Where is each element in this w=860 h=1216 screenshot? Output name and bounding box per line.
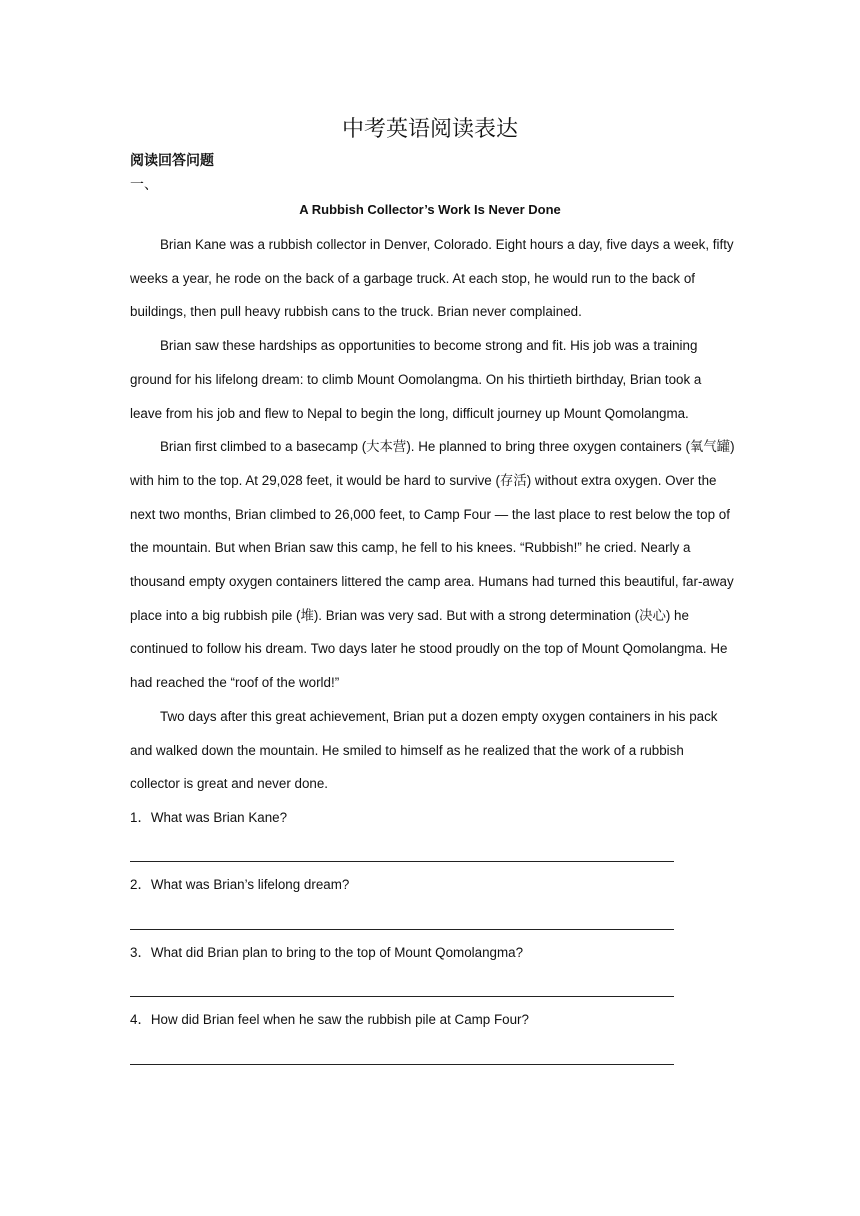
question: 1．What was Brian Kane? [130,809,288,825]
item-number: 一、 [130,177,158,193]
section-label: 阅读回答问题 [130,153,214,169]
answer-line[interactable] [130,835,736,869]
answer-underline [130,929,674,930]
answer-line[interactable] [130,1037,736,1071]
question: 3．What did Brian plan to bring to the top of Mount Qomolangma? [130,944,524,960]
question: 4．How did Brian feel when he saw the rubbish pile at Camp Four? [130,1012,529,1028]
answer-line[interactable] [130,902,736,936]
paragraph: Brian saw these hardships as opportunities to become strong and fit. His job was a training ground for his lifelong dream: to climb Mount Oomolangma. On his thirtieth birthday, Brian took a leave from his job and flew to Nepal to begin the long, difficult journey up Mount Qomolangma. [130,338,702,421]
story-title: A Rubbish Collector’s Work Is Never Done [299,202,561,217]
passage-body [130,228,736,1071]
paragraph: Brian first climbed to a basecamp (大本营). He planned to bring three oxygen containers (氧气罐) with him to the top. At 29,028 feet, it would be hard to survive (存活) without extra oxygen. Over the next two months, Brian climbed to 26,000 feet, to Camp Four — the last place to rest below the top of the mountain. But when Brian saw this camp, he fell to his knees. “Rubbish!” he cried. Nearly a thousand empty oxygen containers littered the camp area. Humans had turned this beautiful, far-away place into a big rubbish pile (堆). Brian was very sad. But with a strong determination (决心) he continued to follow his dream. Two days later he stood proudly on the top of Mount Qomolangma. He had reached the “roof of the world!” [130,439,735,691]
question: 2．What was Brian’s lifelong dream? [130,877,350,893]
question-list [130,801,736,1071]
answer-underline [130,996,674,997]
answer-line[interactable] [130,969,736,1003]
answer-underline [130,861,674,862]
paragraph: Two days after this great achievement, Brian put a dozen empty oxygen containers in his pack and walked down the mountain. He smiled to himself as he realized that the work of a rubbish collector is great and never done. [130,708,718,792]
paragraph: Brian Kane was a rubbish collector in Denver, Colorado. Eight hours a day, five days a week, fifty weeks a year, he rode on the back of a garbage truck. At each stop, he would run to the back of buildings, then pull heavy rubbish cans to the truck. Brian never complained. [130,237,734,320]
page-title: 中考英语阅读表达 [341,117,518,142]
answer-underline [130,1064,674,1065]
